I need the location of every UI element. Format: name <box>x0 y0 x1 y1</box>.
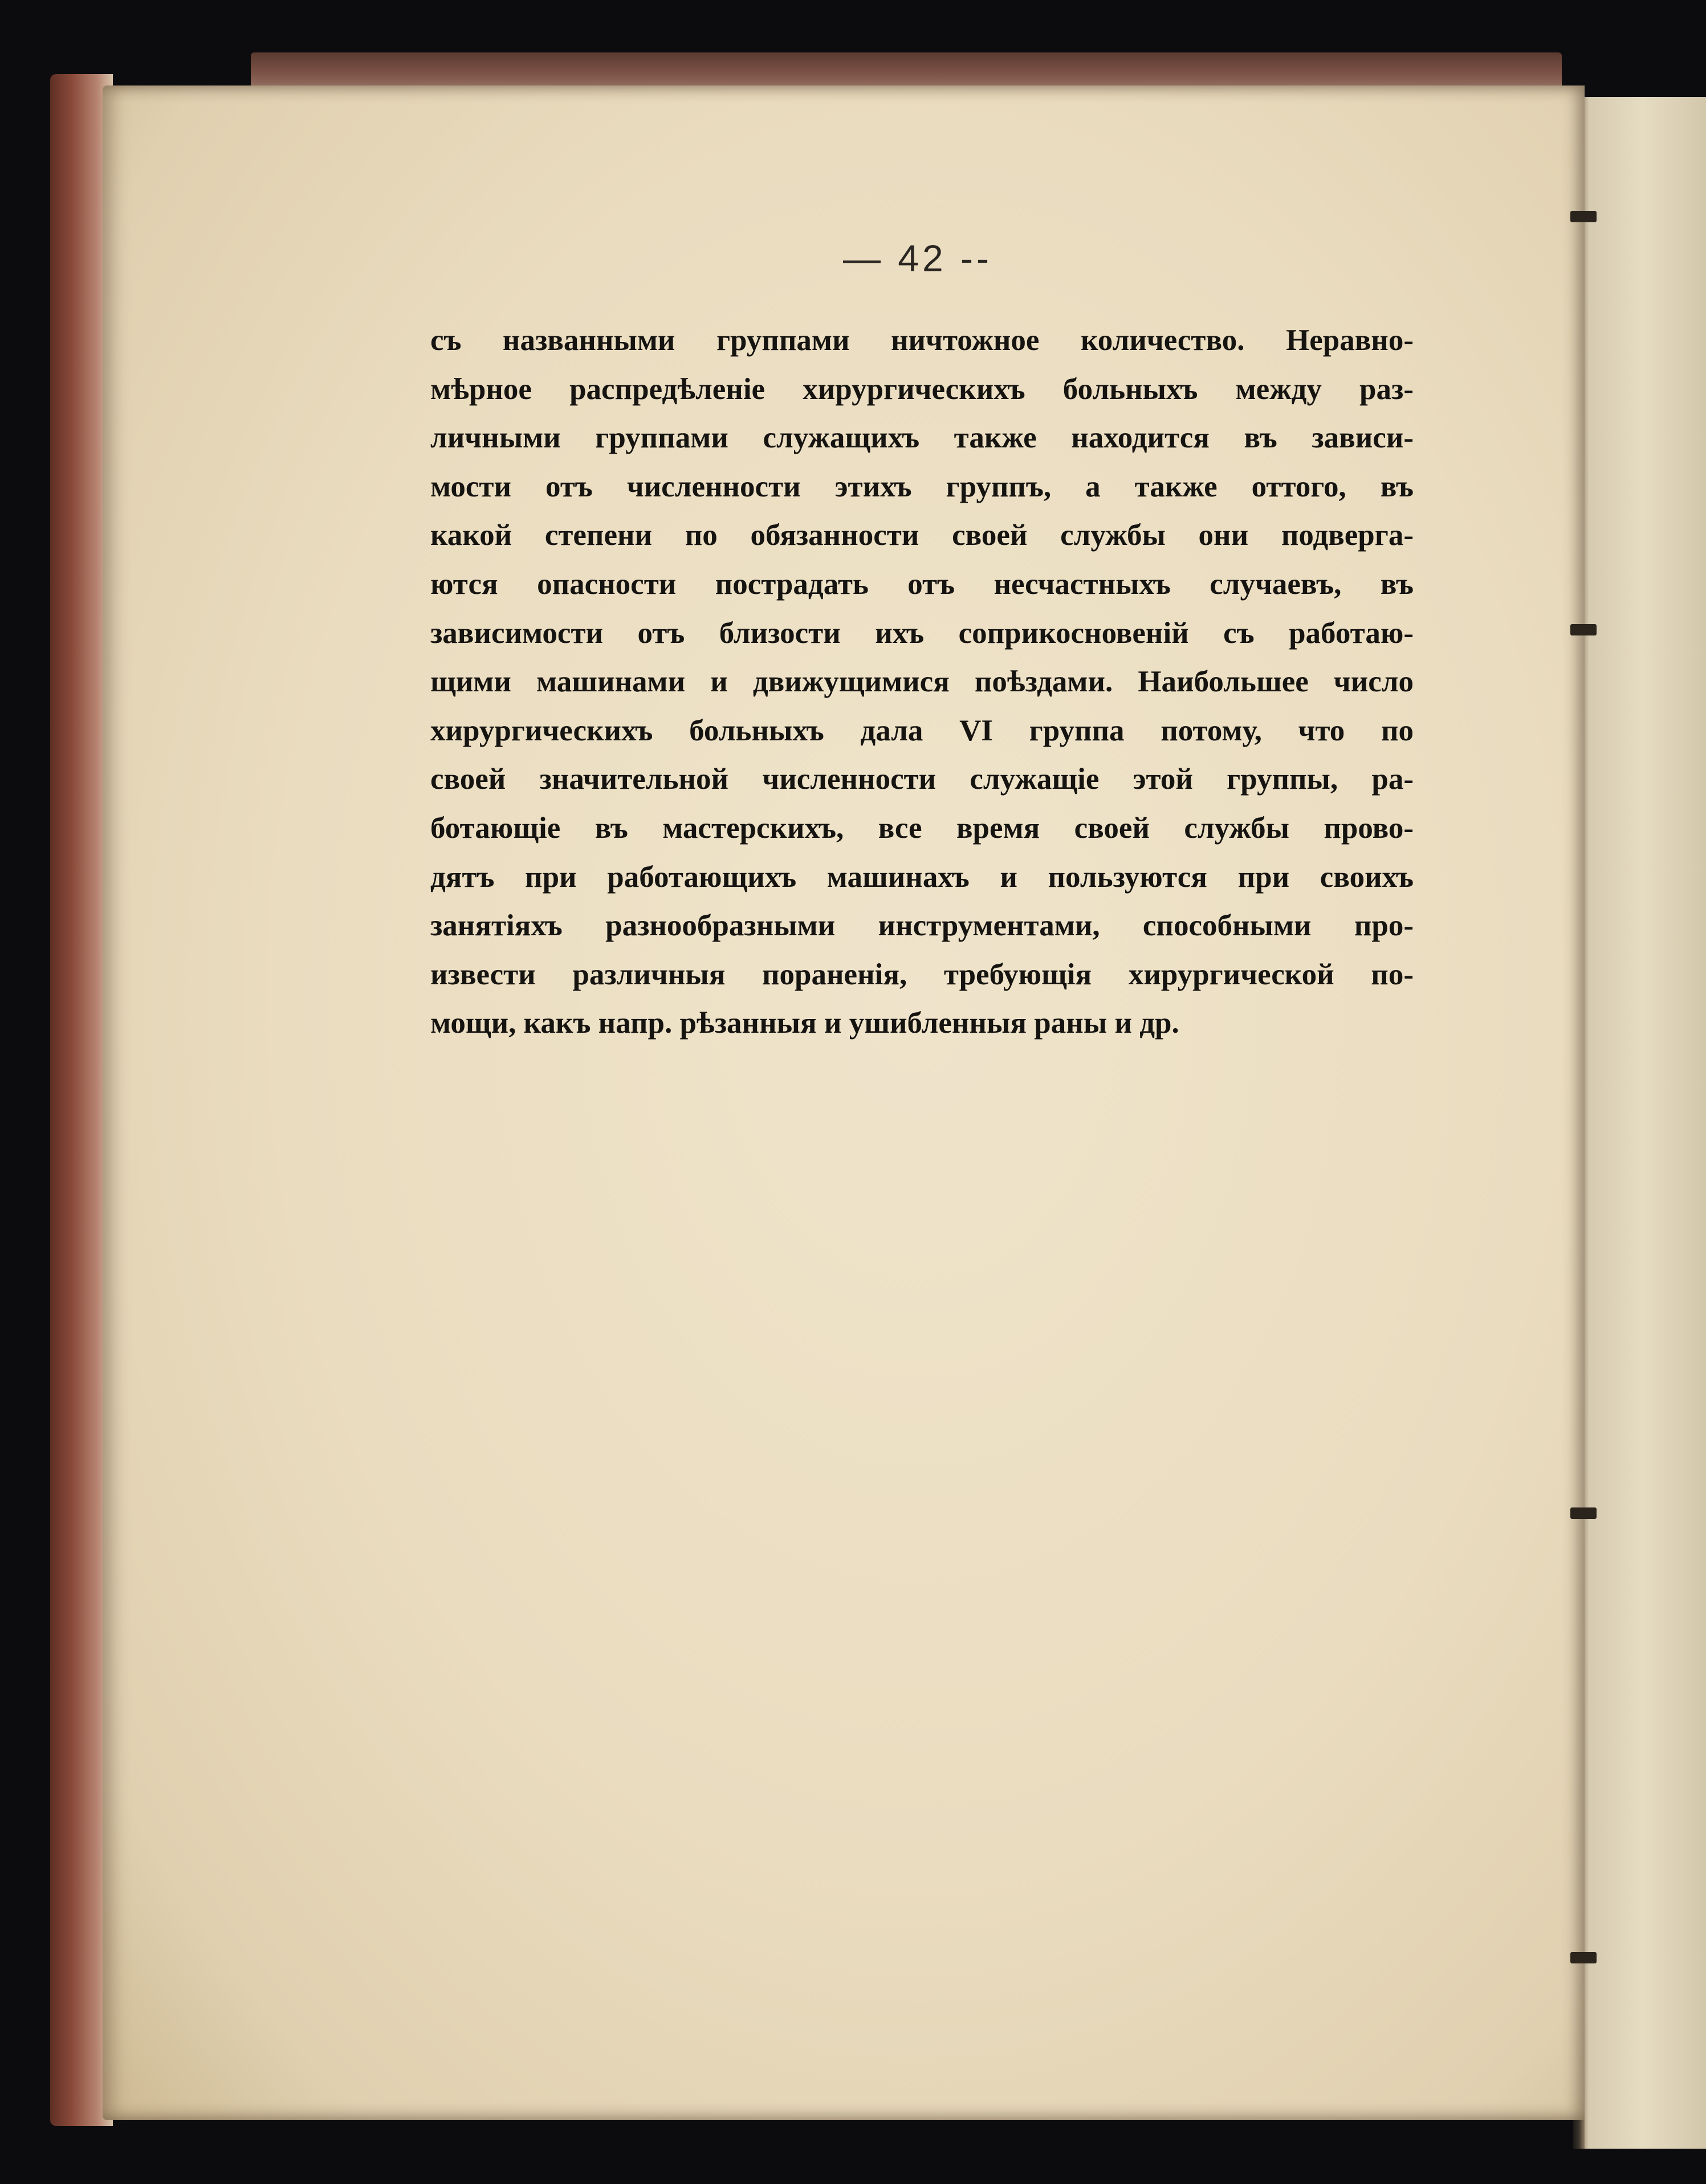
binding-thread-mark <box>1570 1952 1597 1963</box>
body-paragraph <box>430 316 1414 1048</box>
binding-thread-mark <box>1570 1507 1597 1519</box>
text-line: извести различныя пораненія, требующія хирургической по- <box>430 957 1414 991</box>
text-line: дятъ при работающихъ машинахъ и пользуются при своихъ <box>430 860 1414 894</box>
text-line: мости отъ численности этихъ группъ, а также оттого, въ <box>430 470 1414 503</box>
text-line: зависимости отъ близости ихъ соприкосновеній съ работаю- <box>430 616 1414 650</box>
text-line: съ названными группами ничтожное количество. Неравно- <box>430 324 1414 357</box>
text-line: личными группами служащихъ также находится въ зависи- <box>430 421 1414 455</box>
text-line: ются опасности пострадать отъ несчастныхъ случаевъ, въ <box>430 567 1414 601</box>
text-line: щими машинами и движущимися поѣздами. Наибольшее число <box>430 665 1414 699</box>
text-line: какой степени по обязанности своей службы они подверга- <box>430 519 1414 552</box>
facing-page-edge <box>1579 97 1706 2149</box>
text-line: своей значительной численности служащіе этой группы, ра- <box>430 763 1414 796</box>
text-line: мощи, какъ напр. рѣзанныя и ушибленныя раны и др. <box>430 1007 1179 1040</box>
text-line: хирургическихъ больныхъ дала VI группа потому, что по <box>430 714 1414 747</box>
text-line: мѣрное распредѣленіе хирургическихъ больныхъ между раз- <box>430 372 1414 406</box>
binding-thread-mark <box>1570 624 1597 635</box>
text-line: ботающіе въ мастерскихъ, все время своей службы прово- <box>430 811 1414 845</box>
text-line: занятіяхъ разнообразными инструментами, способными про- <box>430 909 1414 943</box>
binding-thread-mark <box>1570 211 1597 222</box>
page-number: — 42 -- <box>842 237 993 279</box>
